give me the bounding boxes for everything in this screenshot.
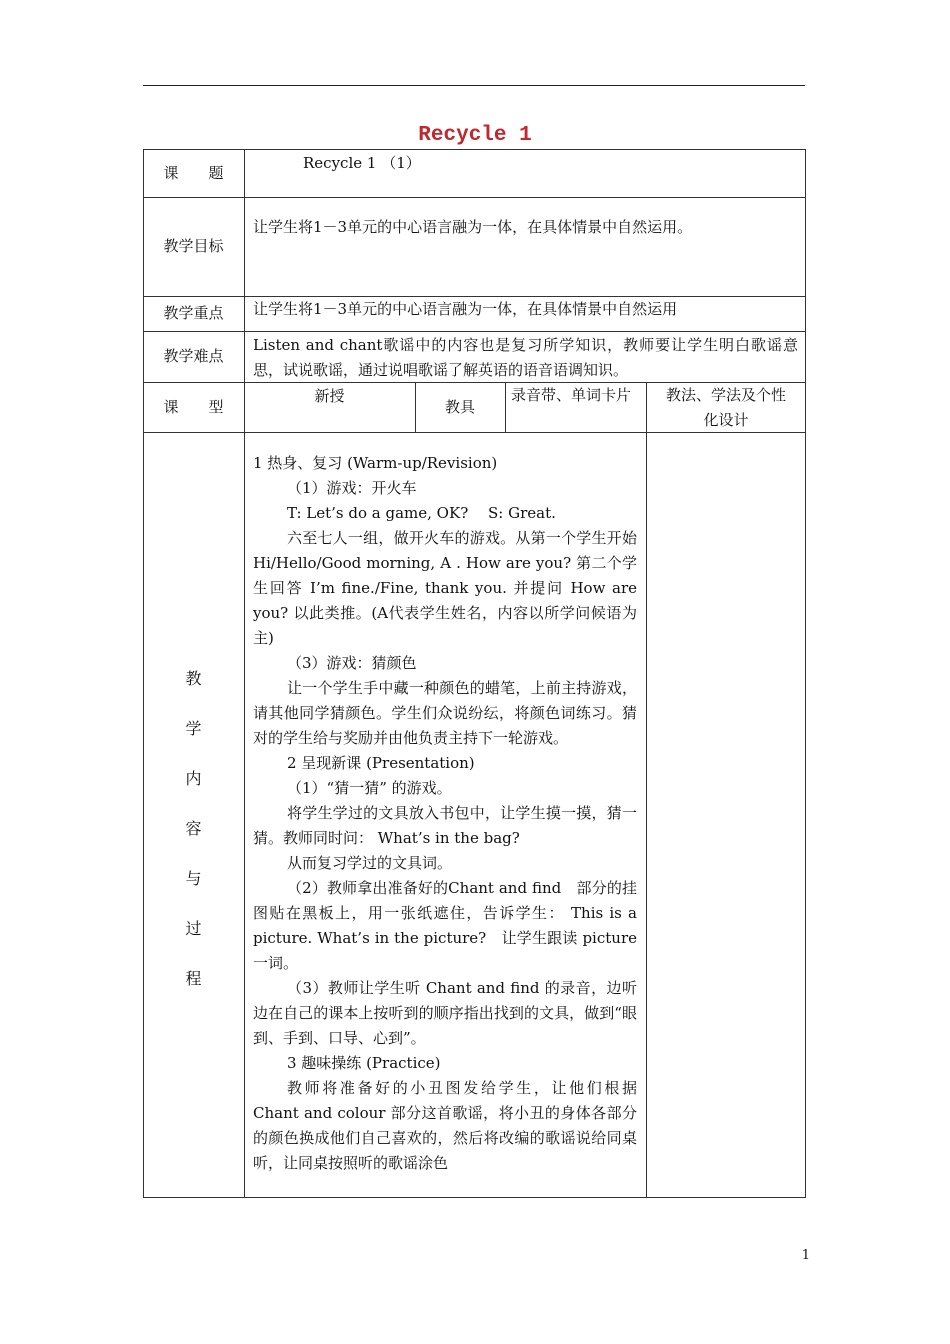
label-char: 内 — [185, 769, 202, 788]
key-points-value: 让学生将1－3单元的中心语言融为一体，在具体情景中自然运用 — [253, 300, 678, 318]
lesson-type-value: 新授 — [314, 387, 345, 405]
paragraph: 六至七人一组，做开火车的游戏。从第一个学生开始 Hi/Hello/Good morning, A . How are you? 第二个学生回答 I’m fine./Fine, thank you. 并提问 How are you? 以此类推。(A代表学生姓名，内容以所学问候语为主) — [253, 529, 637, 647]
label-char: 容 — [185, 819, 202, 838]
column-divider — [646, 382, 647, 1198]
topic-value: Recycle 1 （1） — [303, 154, 421, 172]
header-rule — [143, 85, 805, 86]
lesson-type-label: 课 型 — [163, 397, 224, 416]
key-points-label: 教学重点 — [163, 304, 224, 322]
label-char: 学 — [185, 719, 202, 738]
label-char: 与 — [185, 869, 202, 888]
section-heading: 2 呈现新课 (Presentation) — [287, 754, 475, 772]
section-heading: 1 热身、复习 (Warm-up/Revision) — [253, 454, 498, 472]
column-divider — [244, 149, 245, 1198]
difficulties-value: Listen and chant歌谣中的内容也是复习所学知识，教师要让学生明白歌谣意思，试说歌谣，通过说唱歌谣了解英语的语音语调知识。 — [253, 336, 798, 379]
objectives-value: 让学生将1－3单元的中心语言融为一体，在具体情景中自然运用。 — [253, 218, 693, 236]
content-process-label — [143, 654, 244, 1004]
label-char: 程 — [185, 969, 202, 988]
teaching-aids-label: 教具 — [444, 397, 475, 416]
activity-title: （1）“猜一猜” 的游戏。 — [287, 779, 452, 797]
activity-title: （3）游戏：猜颜色 — [287, 654, 417, 672]
page-number: 1 — [801, 1248, 810, 1263]
paragraph: 让一个学生手中藏一种颜色的蜡笔，上前主持游戏，请其他同学猜颜色。学生们众说纷纭，将颜色词练习。猜对的学生给与奖励并由他负责主持下一轮游戏。 — [253, 679, 637, 747]
column-divider — [505, 382, 506, 433]
dialogue-line: T: Let’s do a game, OK? S: Great. — [287, 504, 556, 522]
table-border-right — [805, 149, 806, 1198]
topic-label: 课 题 — [163, 163, 224, 182]
paragraph: （3）教师让学生听 Chant and find 的录音，边听边在自己的课本上按听到的顺序指出找到的文具，做到“眼到、手到、口导、心到”。 — [253, 979, 637, 1047]
section-heading: 3 趣味操练 (Practice) — [287, 1054, 441, 1072]
teaching-process-content — [253, 451, 637, 1176]
paragraph: 从而复习学过的文具词。 — [287, 854, 453, 872]
teaching-method-label: 教法、学法及个性化设计 — [666, 386, 787, 429]
label-char: 教 — [185, 669, 202, 688]
table-border-bottom — [143, 1197, 805, 1198]
objectives-label: 教学目标 — [163, 237, 224, 255]
document-title: Recycle 1 — [418, 124, 532, 147]
paragraph: （2）教师拿出准备好的Chant and find 部分的挂图贴在黑板上，用一张纸遮住，告诉学生： This is a picture. What’s in the picture? 让学生跟读 picture 一词。 — [253, 879, 637, 972]
paragraph: 将学生学过的文具放入书包中，让学生摸一摸，猜一猜。教师同时问： What’s in the bag? — [253, 804, 637, 847]
difficulties-label: 教学难点 — [163, 347, 224, 365]
teaching-aids-value: 录音带、单词卡片 — [511, 386, 632, 404]
label-char: 过 — [185, 919, 202, 938]
paragraph: 教师将准备好的小丑图发给学生，让他们根据 Chant and colour 部分这首歌谣，将小丑的身体各部分的颜色换成他们自己喜欢的，然后将改编的歌谣说给同桌听，让同桌按照听的歌谣涂色 — [253, 1079, 637, 1172]
activity-title: （1）游戏：开火车 — [287, 479, 417, 497]
